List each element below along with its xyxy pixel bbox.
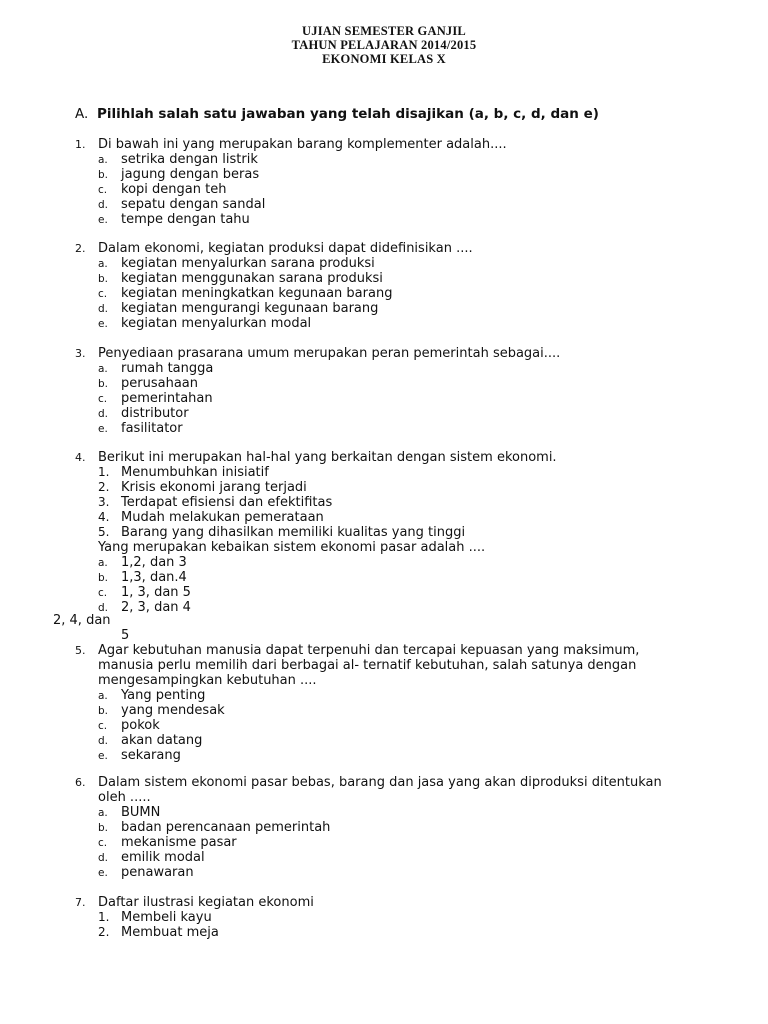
answer-option[interactable] bbox=[75, 182, 695, 197]
option-letter: c. bbox=[98, 288, 108, 300]
answer-option[interactable] bbox=[75, 271, 695, 286]
option-letter: e. bbox=[98, 214, 108, 226]
option-letter: c. bbox=[98, 393, 108, 405]
question-7 bbox=[75, 895, 695, 940]
section-letter: A. bbox=[75, 106, 89, 122]
statement-item bbox=[75, 495, 695, 510]
answer-option[interactable] bbox=[75, 421, 695, 436]
misplaced-option-text: 5 bbox=[121, 628, 130, 643]
option-letter: b. bbox=[98, 572, 109, 584]
question-6 bbox=[75, 775, 695, 880]
answer-option[interactable] bbox=[75, 286, 695, 301]
question-5 bbox=[75, 643, 695, 763]
statement-text: Membeli kayu bbox=[121, 910, 212, 925]
question-text: Berikut ini merupakan hal-hal yang berkaitan dengan sistem ekonomi. bbox=[98, 450, 557, 465]
answer-option[interactable] bbox=[75, 733, 695, 748]
answer-option[interactable] bbox=[75, 316, 695, 331]
question-4 bbox=[75, 450, 695, 615]
answer-option[interactable] bbox=[75, 805, 695, 820]
question-number: 7. bbox=[75, 896, 86, 909]
option-text: sepatu dengan sandal bbox=[121, 197, 266, 212]
question-text: Agar kebutuhan manusia dapat terpenuhi dan tercapai kepuasan yang maksimum, bbox=[98, 643, 640, 658]
option-letter: b. bbox=[98, 705, 109, 717]
option-letter: a. bbox=[98, 154, 108, 166]
option-letter: e. bbox=[98, 318, 108, 330]
answer-option[interactable] bbox=[75, 212, 695, 227]
option-text: setrika dengan listrik bbox=[121, 152, 258, 167]
option-text: perusahaan bbox=[121, 376, 198, 391]
option-text: 2, 3, dan 4 bbox=[121, 600, 191, 615]
exam-title: UJIAN SEMESTER GANJIL bbox=[302, 24, 466, 38]
question-3 bbox=[75, 346, 695, 436]
answer-option[interactable] bbox=[75, 703, 695, 718]
option-text: yang mendesak bbox=[121, 703, 225, 718]
option-letter: e. bbox=[98, 750, 108, 762]
answer-option[interactable] bbox=[75, 167, 695, 182]
option-text: penawaran bbox=[121, 865, 194, 880]
option-letter: d. bbox=[98, 199, 109, 211]
option-letter: a. bbox=[98, 557, 108, 569]
statement-text: Barang yang dihasilkan memiliki kualitas yang tinggi bbox=[121, 525, 466, 540]
option-text: distributor bbox=[121, 406, 189, 421]
option-letter: b. bbox=[98, 273, 109, 285]
answer-option[interactable] bbox=[75, 835, 695, 850]
statement-text: Terdapat efisiensi dan efektifitas bbox=[121, 495, 333, 510]
option-letter: a. bbox=[98, 807, 108, 819]
statement-text: Krisis ekonomi jarang terjadi bbox=[121, 480, 307, 495]
option-text: akan datang bbox=[121, 733, 203, 748]
answer-option[interactable] bbox=[75, 197, 695, 212]
statement-number: 5. bbox=[98, 525, 110, 539]
answer-option[interactable] bbox=[75, 376, 695, 391]
option-text: BUMN bbox=[121, 805, 161, 820]
statement-number: 2. bbox=[98, 480, 110, 494]
answer-option[interactable] bbox=[75, 256, 695, 271]
option-letter: d. bbox=[98, 303, 109, 315]
question-text: Daftar ilustrasi kegiatan ekonomi bbox=[98, 895, 314, 910]
section-title: Pilihlah salah satu jawaban yang telah disajikan (a, b, c, d, dan e) bbox=[97, 106, 599, 122]
question-number: 6. bbox=[75, 776, 86, 789]
question-prompt: Yang merupakan kebaikan sistem ekonomi pasar adalah .... bbox=[98, 540, 486, 555]
option-text: kopi dengan teh bbox=[121, 182, 227, 197]
option-text: pemerintahan bbox=[121, 391, 213, 406]
academic-year: TAHUN PELAJARAN 2014/2015 bbox=[291, 38, 477, 52]
statement-number: 1. bbox=[98, 910, 110, 924]
question-text: Penyediaan prasarana umum merupakan peran pemerintah sebagai.... bbox=[98, 346, 561, 361]
option-text: 1,3, dan.4 bbox=[121, 570, 187, 585]
option-letter: c. bbox=[98, 184, 108, 196]
option-letter: d. bbox=[98, 602, 109, 614]
option-text: kegiatan menyalurkan modal bbox=[121, 316, 312, 331]
option-letter: a. bbox=[98, 690, 108, 702]
option-text: mekanisme pasar bbox=[121, 835, 237, 850]
option-text: tempe dengan tahu bbox=[121, 212, 250, 227]
question-1 bbox=[75, 137, 695, 227]
answer-option[interactable] bbox=[75, 865, 695, 880]
option-letter: d. bbox=[98, 735, 109, 747]
option-text: jagung dengan beras bbox=[121, 167, 260, 182]
question-text: Dalam ekonomi, kegiatan produksi dapat didefinisikan .... bbox=[98, 241, 473, 256]
answer-option[interactable] bbox=[75, 361, 695, 376]
option-letter: b. bbox=[98, 169, 109, 181]
option-text: kegiatan menyalurkan sarana produksi bbox=[121, 256, 375, 271]
option-letter: d. bbox=[98, 408, 109, 420]
section-heading bbox=[75, 106, 599, 122]
option-text: fasilitator bbox=[121, 421, 183, 436]
question-text: oleh ..... bbox=[98, 790, 151, 805]
option-letter: c. bbox=[98, 720, 108, 732]
statement-number: 1. bbox=[98, 465, 110, 479]
answer-option[interactable] bbox=[75, 152, 695, 167]
statement-item bbox=[75, 465, 695, 480]
question-number: 1. bbox=[75, 138, 86, 151]
statement-text: Mudah melakukan pemerataan bbox=[121, 510, 324, 525]
answer-option[interactable] bbox=[75, 600, 695, 615]
option-text: sekarang bbox=[121, 748, 181, 763]
question-text: mengesampingkan kebutuhan .... bbox=[98, 673, 317, 688]
statement-text: Membuat meja bbox=[121, 925, 219, 940]
statement-item bbox=[75, 925, 695, 940]
statement-number: 3. bbox=[98, 495, 110, 509]
option-letter: b. bbox=[98, 822, 109, 834]
statement-item bbox=[75, 910, 695, 925]
answer-option[interactable] bbox=[75, 555, 695, 570]
question-text: Di bawah ini yang merupakan barang komplementer adalah.... bbox=[98, 137, 507, 152]
option-text: 1, 3, dan 5 bbox=[121, 585, 191, 600]
question-number: 5. bbox=[75, 644, 86, 657]
statement-item bbox=[75, 510, 695, 525]
answer-option[interactable] bbox=[75, 718, 695, 733]
option-letter: a. bbox=[98, 363, 108, 375]
misplaced-option-text: 2, 4, dan bbox=[53, 613, 111, 628]
answer-option[interactable] bbox=[75, 585, 695, 600]
question-text: Dalam sistem ekonomi pasar bebas, barang dan jasa yang akan diproduksi ditentukan bbox=[98, 775, 662, 790]
subject-class: EKONOMI KELAS X bbox=[322, 52, 446, 66]
question-text: manusia perlu memilih dari berbagai al- ternatif kebutuhan, salah satunya dengan bbox=[98, 658, 637, 673]
option-text: badan perencanaan pemerintah bbox=[121, 820, 331, 835]
answer-option[interactable] bbox=[75, 748, 695, 763]
answer-option[interactable] bbox=[75, 301, 695, 316]
option-letter: c. bbox=[98, 837, 108, 849]
option-text: kegiatan meningkatkan kegunaan barang bbox=[121, 286, 393, 301]
option-letter: b. bbox=[98, 378, 109, 390]
option-text: rumah tangga bbox=[121, 361, 214, 376]
answer-option[interactable] bbox=[75, 850, 695, 865]
option-text: pokok bbox=[121, 718, 160, 733]
statement-number: 2. bbox=[98, 925, 110, 939]
statement-item bbox=[75, 480, 695, 495]
question-number: 4. bbox=[75, 451, 86, 464]
option-text: kegiatan menggunakan sarana produksi bbox=[121, 271, 383, 286]
option-letter: a. bbox=[98, 258, 108, 270]
statement-number: 4. bbox=[98, 510, 110, 524]
option-letter: c. bbox=[98, 587, 108, 599]
answer-option[interactable] bbox=[75, 406, 695, 421]
answer-option[interactable] bbox=[75, 820, 695, 835]
option-text: emilik modal bbox=[121, 850, 205, 865]
option-letter: e. bbox=[98, 867, 108, 879]
answer-option[interactable] bbox=[75, 570, 695, 585]
option-text: 1,2, dan 3 bbox=[121, 555, 187, 570]
answer-option[interactable] bbox=[75, 391, 695, 406]
option-letter: d. bbox=[98, 852, 109, 864]
statement-item bbox=[75, 525, 695, 540]
answer-option[interactable] bbox=[75, 688, 695, 703]
option-letter: e. bbox=[98, 423, 108, 435]
question-number: 3. bbox=[75, 347, 86, 360]
statement-text: Menumbuhkan inisiatif bbox=[121, 465, 269, 480]
option-text: Yang penting bbox=[121, 688, 206, 703]
question-number: 2. bbox=[75, 242, 86, 255]
question-2 bbox=[75, 241, 695, 331]
option-text: kegiatan mengurangi kegunaan barang bbox=[121, 301, 379, 316]
